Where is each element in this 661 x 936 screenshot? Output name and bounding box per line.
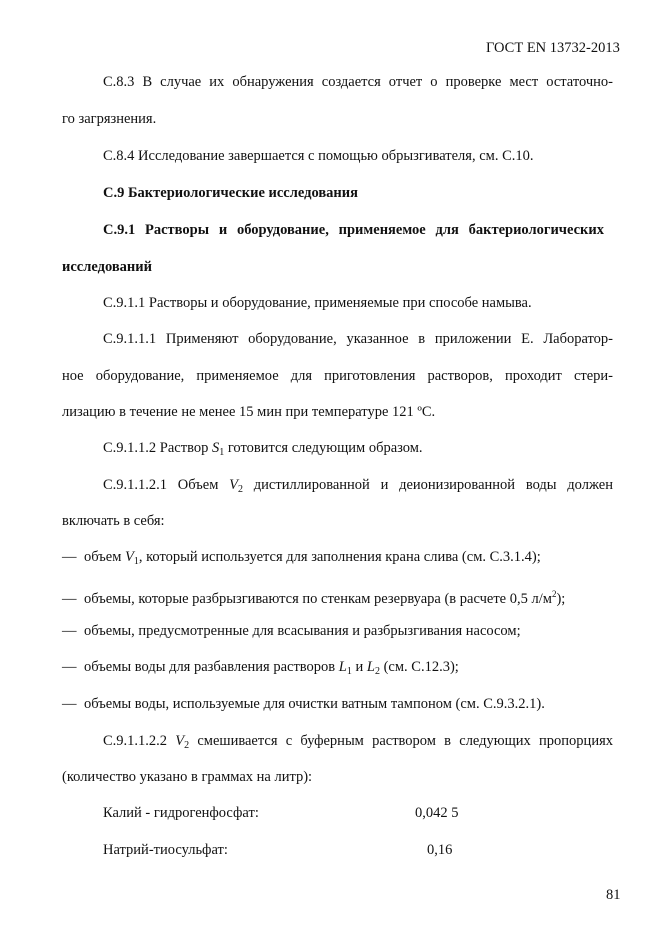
paragraph-c91122-line2: (количество указано в граммах на литр): (62, 769, 313, 785)
section-heading-c9: С.9 Бактериологические исследования (103, 185, 358, 201)
paragraph-c9112: С.9.1.1.2 Раствор $S_1$ готовится следующим образом. (103, 440, 423, 458)
paragraph-c83-line2: го загрязнения. (62, 111, 157, 127)
list-item: — объемы, предусмотренные для всасывания и разбрызгивания насосом; (62, 623, 521, 639)
paragraph-c91121-line2: включать в себя: (62, 513, 165, 529)
paragraph-c91122-line1: С.9.1.1.2.2 $V_2$ смешивается с буферным раствором в следующих пропорциях (103, 733, 613, 751)
list-item: — объемы, которые разбрызгиваются по стенкам резервуара (в расчете 0,5 $л/м^2$); (62, 589, 566, 607)
paragraph-c83-line1: С.8.3 В случае их обнаружения создается отчет о проверке мест остаточно- (103, 74, 613, 90)
paragraph-c9111-line2: ное оборудование, применяемое для приготовления растворов, проходит стери- (62, 368, 613, 384)
paragraph-c9111-line1: С.9.1.1.1 Применяют оборудование, указанное в приложении Е. Лаборатор- (103, 331, 613, 347)
table-row-value: 0,042 5 (415, 805, 459, 821)
document-code: ГОСТ EN 13732-2013 (486, 40, 620, 56)
list-item: — объемы воды, используемые для очистки ватным тампоном (см. С.9.3.2.1). (62, 696, 545, 712)
section-heading-c91-line2: исследований (62, 259, 152, 275)
table-row-name: Натрий-тиосульфат: (103, 842, 228, 858)
paragraph-c91121-line1: С.9.1.1.2.1 Объем $V_2$ дистиллированной и деионизированной воды должен (103, 477, 613, 495)
page-number: 81 (606, 887, 621, 903)
list-item: — объем $V_1$, который используется для заполнения крана слива (см. С.3.1.4); (62, 549, 541, 567)
paragraph-c911: С.9.1.1 Растворы и оборудование, применяемые при способе намыва. (103, 295, 532, 311)
list-item: — объемы воды для разбавления растворов $L_1$ и $L_2$ (см. С.12.3); (62, 659, 459, 677)
paragraph-c84: С.8.4 Исследование завершается с помощью обрызгивателя, см. С.10. (103, 148, 534, 164)
paragraph-c9111-line3: лизацию в течение не менее 15 мин при температуре 121 ºС. (62, 404, 436, 420)
table-row-name: Калий - гидрогенфосфат: (103, 805, 259, 821)
section-heading-c91-line1: С.9.1 Растворы и оборудование, применяемое для бактериологических (103, 222, 604, 238)
table-row-value: 0,16 (427, 842, 453, 858)
